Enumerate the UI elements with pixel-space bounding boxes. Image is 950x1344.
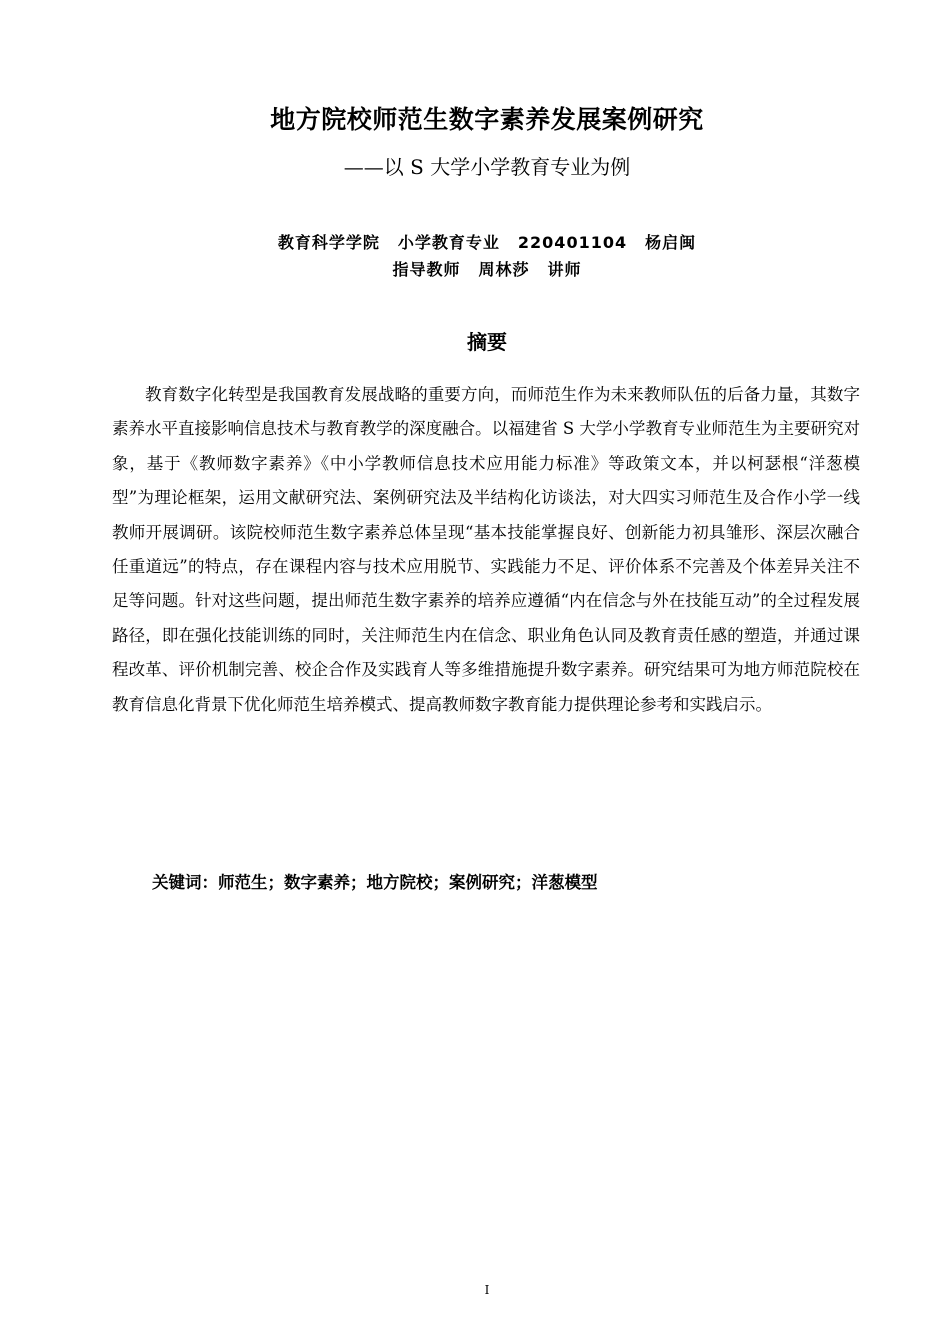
- document-title: 地方院校师范生数字素养发展案例研究: [270, 105, 704, 134]
- major-name: 小学教育专业: [397, 233, 500, 252]
- college-name: 教育科学学院: [277, 233, 380, 252]
- advisor-role: 指导教师: [392, 260, 461, 279]
- advisor-title: 讲师: [547, 260, 582, 279]
- abstract-heading: 摘要: [467, 330, 507, 354]
- advisor-name: 周林莎: [478, 260, 530, 279]
- author-info-line: [0, 230, 950, 253]
- student-id: 220401104: [517, 233, 628, 252]
- page-number: I: [484, 1283, 490, 1297]
- abstract-paragraph: 教育数字化转型是我国教育发展战略的重要方向，而师范生作为未来教师队伍的后备力量，其数字素养水平直接影响信息技术与教育教学的深度融合。以福建省 S 大学小学教育专业师范生为主要研究对象，基于《教师数字素养》《中小学教师信息技术应用能力标准》等政策文本，并以柯瑟根“洋葱模型”为理论框架，运用文献研究法、案例研究法及半结构化访谈法，对大四实习师范生及合作小学一线教师开展调研。该院校师范生数字素养总体呈现“基本技能掌握良好、创新能力初具雏形、深层次融合任重道远”的特点，存在课程内容与技术应用脱节、实践能力不足、评价体系不完善及个体差异关注不足等问题。针对这些问题，提出师范生数字素养的培养应遵循“内在信念与外在技能互动”的全过程发展路径，即在强化技能训练的同时，关注师范生内在信念、职业角色认同及教育责任感的塑造，并通过课程改革、评价机制完善、校企合作及实践育人等多维措施提升数字素养。研究结果可为地方师范院校在教育信息化背景下优化师范生培养模式、提高教师数字教育能力提供理论参考和实践启示。: [112, 385, 860, 714]
- student-name: 杨启闽: [645, 233, 697, 252]
- keywords-line: 关键词：师范生；数字素养；地方院校；案例研究；洋葱模型: [152, 873, 598, 892]
- document-subtitle: ——以 S 大学小学教育专业为例: [343, 155, 631, 179]
- advisor-info-line: [0, 257, 950, 280]
